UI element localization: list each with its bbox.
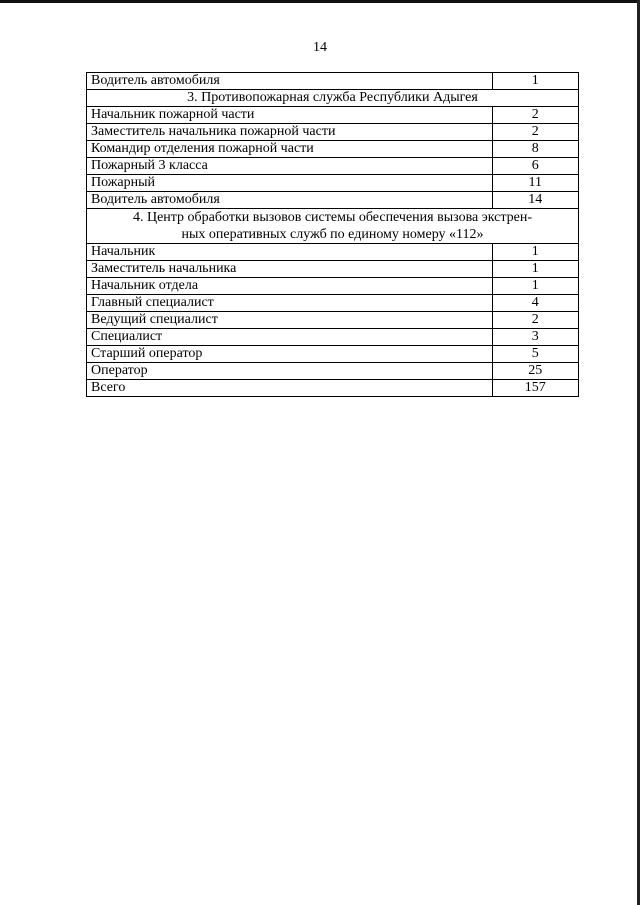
position-count: 3: [492, 329, 578, 346]
table-row: [87, 124, 579, 141]
table-row: [87, 73, 579, 90]
section-title-line: ных оперативных служб по единому номеру «112»: [181, 227, 484, 242]
position-name: Заместитель начальника пожарной части: [87, 124, 493, 141]
position-name: Оператор: [87, 363, 493, 380]
total-label: Всего: [87, 380, 493, 397]
position-name: Главный специалист: [87, 295, 493, 312]
position-count: 2: [492, 312, 578, 329]
section-row: [87, 209, 579, 244]
position-name: Водитель автомобиля: [87, 192, 493, 209]
table-row: [87, 175, 579, 192]
table-row: [87, 295, 579, 312]
position-count: 1: [492, 261, 578, 278]
section-title: [87, 209, 579, 244]
position-name: Начальник: [87, 244, 493, 261]
table-row: [87, 192, 579, 209]
position-name: Пожарный 3 класса: [87, 158, 493, 175]
table-row: [87, 158, 579, 175]
table-row: [87, 363, 579, 380]
section-title: 3. Противопожарная служба Республики Адыгея: [87, 90, 579, 107]
table-row: [87, 107, 579, 124]
table-row: [87, 312, 579, 329]
scan-edge-top: [0, 0, 640, 3]
position-name: Ведущий специалист: [87, 312, 493, 329]
position-count: 14: [492, 192, 578, 209]
staff-table: [86, 72, 579, 397]
table-row: [87, 141, 579, 158]
position-name: Специалист: [87, 329, 493, 346]
position-count: 1: [492, 73, 578, 90]
table-row: [87, 244, 579, 261]
position-name: Командир отделения пожарной части: [87, 141, 493, 158]
position-count: 5: [492, 346, 578, 363]
section-row: [87, 90, 579, 107]
position-name: Заместитель начальника: [87, 261, 493, 278]
position-name: Начальник пожарной части: [87, 107, 493, 124]
total-row: [87, 380, 579, 397]
position-count: 8: [492, 141, 578, 158]
position-name: Начальник отдела: [87, 278, 493, 295]
position-count: 1: [492, 244, 578, 261]
total-count: 157: [492, 380, 578, 397]
table-row: [87, 346, 579, 363]
page-number: 14: [313, 40, 327, 55]
position-name: Водитель автомобиля: [87, 73, 493, 90]
position-name: Старший оператор: [87, 346, 493, 363]
position-count: 2: [492, 107, 578, 124]
position-name: Пожарный: [87, 175, 493, 192]
position-count: 2: [492, 124, 578, 141]
position-count: 4: [492, 295, 578, 312]
position-count: 25: [492, 363, 578, 380]
section-title-line: 4. Центр обработки вызовов системы обеспечения вызова экстрен-: [132, 210, 533, 225]
position-count: 1: [492, 278, 578, 295]
position-count: 6: [492, 158, 578, 175]
table-row: [87, 261, 579, 278]
position-count: 11: [492, 175, 578, 192]
table-row: [87, 278, 579, 295]
table-row: [87, 329, 579, 346]
